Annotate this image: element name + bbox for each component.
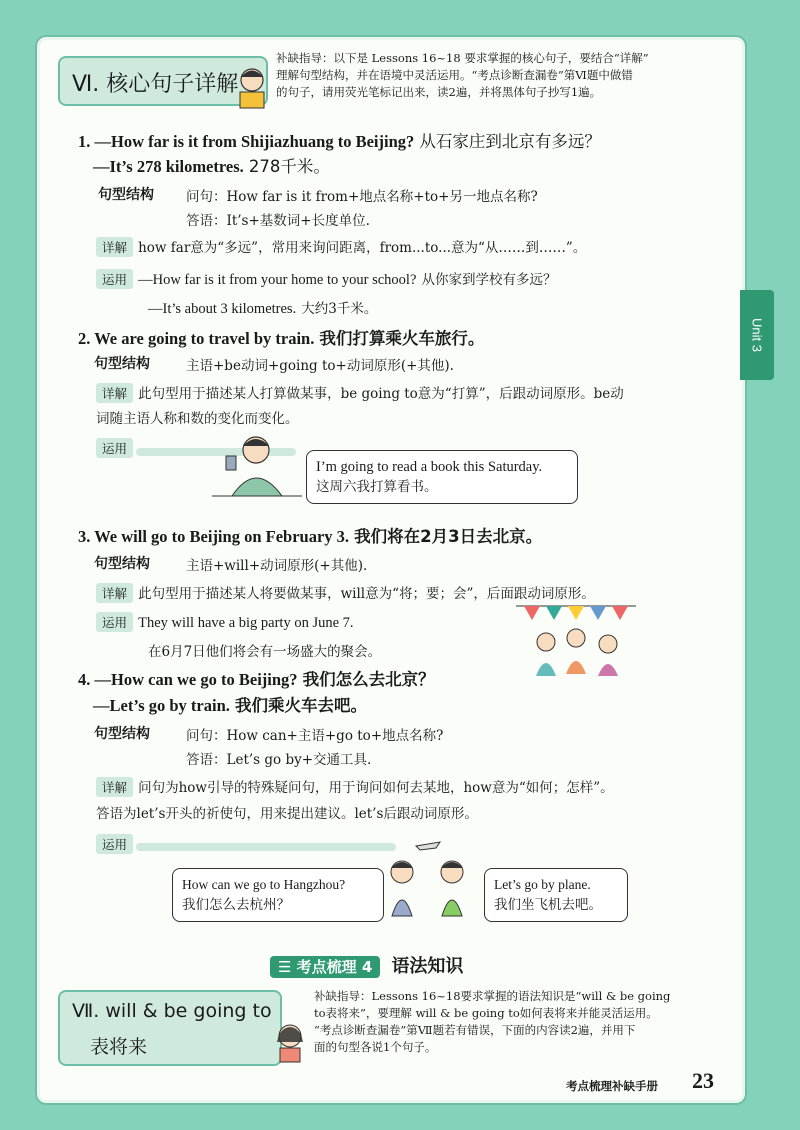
- unit-tab: [740, 290, 774, 380]
- item2-explain-1: 此句型用于描述某人打算做某事，be going to意为“打算”，后跟动词原形。be动: [138, 386, 624, 402]
- section7-note-line: “考点诊断查漏卷”第Ⅶ题若有错误，下面的内容读2遍，并用下: [314, 1023, 636, 1037]
- item4-bubble1-zh: 我们怎么去杭州？: [182, 897, 290, 913]
- grammar-title: 语法知识: [391, 956, 464, 977]
- item4-q-en: 4. —How can we go to Beijing?: [78, 670, 298, 689]
- item4-bubble2-zh: 我们坐飞机去吧。: [494, 897, 602, 913]
- item1-question: [78, 128, 601, 152]
- item1-pattern-label: 句型结构: [98, 187, 154, 203]
- item1-q-en: 1. —How far is it from Shijiazhuang to Beijing?: [78, 132, 415, 151]
- section7-note-line: 面的句型各说1个句子。: [314, 1040, 437, 1054]
- item2-explain-row: [96, 382, 726, 403]
- use-bar: [136, 843, 396, 851]
- item4-bubble-left: [172, 868, 384, 922]
- item1-explain-row: [96, 236, 586, 257]
- footer-text: 考点梳理补缺手册: [566, 1079, 658, 1093]
- use-tag: 运用: [96, 438, 133, 458]
- section7-note-line: to表将来”，要理解 will & be going to如何表将来并能灵活运用。: [314, 1006, 658, 1020]
- explain-tag: 详解: [96, 777, 133, 797]
- item1-explain: how far意为“多远”，常用来询问距离，from...to...意为“从……到……”。: [138, 240, 587, 256]
- grammar-badge-text: 考点梳理 4: [296, 958, 373, 976]
- section7-note-line: 补缺指导：Lessons 16~18要求掌握的语法知识是“will & be going: [314, 989, 671, 1003]
- item3-pattern: 主语+will+动词原形(+其他).: [186, 558, 368, 574]
- section6-note-line: 的句子，请用荧光笔标记出来，读2遍，并将黑体句子抄写1遍。: [276, 85, 602, 99]
- item3-explain: 此句型用于描述某人将要做某事，will意为“将；要；会”，后面跟动词原形。: [138, 586, 595, 602]
- item4-bubble2-en: Let’s go by plane.: [494, 877, 591, 892]
- item4-pattern-label: 句型结构: [94, 726, 150, 742]
- section6-note: [276, 50, 716, 101]
- item1-a-zh: 278千米。: [248, 157, 330, 176]
- page-number: 23: [692, 1068, 714, 1093]
- item1-use-row: [96, 268, 556, 289]
- item3-q-zh: 我们将在2月3日去北京。: [354, 527, 543, 546]
- item4-answer: [93, 692, 367, 716]
- item3-use-zh: 在6月7日他们将会有一场盛大的聚会。: [148, 644, 382, 660]
- item2-speech-bubble: [306, 450, 578, 504]
- item4-explain-1: 问句为how引导的特殊疑问句，用于询问如何去某地，how意为“如何；怎样”。: [138, 780, 614, 796]
- use-tag: 运用: [96, 612, 133, 632]
- section6-note-line: 补缺指导：以下是 Lessons 16~18 要求掌握的核心句子，要结合“详解”: [276, 51, 649, 65]
- unit-tab-label: Unit 3: [749, 318, 765, 352]
- item2-q-zh: 我们打算乘火车旅行。: [319, 329, 485, 348]
- item4-a-zh: 我们乘火车去吧。: [234, 696, 367, 715]
- item1-use2-row: [148, 297, 377, 318]
- item3-pattern-label: 句型结构: [94, 556, 150, 572]
- item4-use-row: [96, 834, 133, 854]
- grammar-badge: ☰ 考点梳理 4: [270, 956, 380, 978]
- item1-use2-zh: 大约3千米。: [301, 301, 378, 317]
- grammar-banner: [270, 952, 463, 978]
- item1-use1-zh: 从你家到学校有多远？: [421, 272, 557, 288]
- explain-tag: 详解: [96, 237, 133, 257]
- item4-a-en: —Let’s go by train.: [93, 696, 230, 715]
- item3-use-row: [96, 612, 354, 632]
- item1-pattern-q: 问句：How far is it from+地点名称+to+另一地点名称?: [186, 189, 538, 205]
- item4-pattern-a: 答语：Let’s go by+交通工具.: [186, 752, 372, 768]
- section7-header: [58, 990, 282, 1066]
- item2-use-row: [96, 438, 133, 458]
- item2-bubble-zh: 这周六我打算看书。: [316, 479, 438, 495]
- item2-question: [78, 325, 484, 349]
- girl-icon: [270, 1020, 310, 1064]
- boy-reading-icon: [232, 64, 272, 112]
- item3-question: [78, 523, 542, 547]
- section6-title: Ⅵ. 核心句子详解: [72, 72, 239, 97]
- item1-pattern-a: 答语：It’s+基数词+长度单位.: [186, 213, 370, 229]
- item4-explain-2: 答语为let’s开头的祈使句，用来提出建议。let’s后跟动词原形。: [96, 806, 478, 822]
- item4-q-zh: 我们怎么去北京？: [302, 670, 435, 689]
- section7-title-1: Ⅶ. will & be going to: [72, 1000, 272, 1022]
- item4-pattern-q: 问句：How can+主语+go to+地点名称?: [186, 728, 444, 744]
- item1-use1-en: —How far is it from your home to your school?: [138, 272, 417, 288]
- section6-note-line: 理解句型结构，并在语境中灵活运用。“考点诊断查漏卷”第Ⅵ题中做错: [276, 68, 633, 82]
- section7-title-2: 表将来: [90, 1036, 148, 1058]
- item4-explain-row: [96, 776, 736, 797]
- item2-explain-2: 词随主语人称和数的变化而变化。: [96, 411, 299, 427]
- item3-use-en: They will have a big party on June 7.: [138, 615, 354, 631]
- use-tag: 运用: [96, 834, 133, 854]
- item1-q-zh: 从石家庄到北京有多远？: [419, 132, 601, 151]
- item2-q-en: 2. We are going to travel by train.: [78, 329, 315, 348]
- item1-answer: [93, 153, 330, 177]
- item4-bubble1-en: How can we go to Hangzhou?: [182, 877, 346, 892]
- explain-tag: 详解: [96, 383, 133, 403]
- item4-question: [78, 666, 435, 690]
- section7-note: [314, 988, 734, 1056]
- item1-use2-en: —It’s about 3 kilometres.: [148, 301, 297, 317]
- item1-a-en: —It’s 278 kilometres.: [93, 157, 244, 176]
- boy-with-book-icon: [212, 430, 302, 498]
- item4-bubble-right: [484, 868, 628, 922]
- use-tag: 运用: [96, 269, 133, 289]
- item2-pattern: 主语+be动词+going to+动词原形(+其他).: [186, 358, 454, 374]
- item2-bubble-en: I’m going to read a book this Saturday.: [316, 459, 543, 475]
- item2-pattern-label: 句型结构: [94, 356, 150, 372]
- item3-q-en: 3. We will go to Beijing on February 3.: [78, 527, 350, 546]
- party-illustration-icon: [516, 598, 636, 678]
- two-kids-plane-icon: [376, 836, 476, 932]
- explain-tag: 详解: [96, 583, 133, 603]
